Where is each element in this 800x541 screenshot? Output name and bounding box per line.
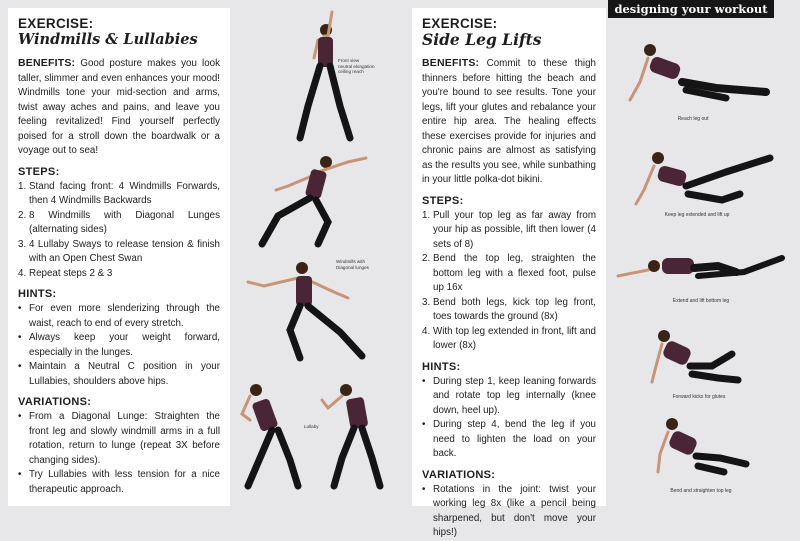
- caption-bend: Bend and straighten top leg: [670, 488, 732, 494]
- list-marker: 2.: [18, 209, 27, 221]
- benefits-text: Good posture makes you look taller, slimmer and even enhances your mood! Windmills tone your mid-section and arms, twist away aches and pains, and leave you feeling revitalized! Find yourself perfectly poised for a stroll down the boardwalk or a voyage out to sea!: [18, 58, 220, 156]
- list-text: Bend the top leg, straighten the bottom leg with a flexed foot, pulse up 16x: [433, 253, 596, 293]
- list-item: [18, 410, 220, 468]
- steps-list: [18, 180, 220, 282]
- list-marker: 3.: [422, 296, 431, 308]
- list-item: [18, 209, 220, 238]
- photo-extend-bottom-leg: [614, 248, 790, 290]
- list-marker: •: [18, 411, 22, 422]
- benefits-paragraph: [422, 56, 596, 188]
- list-item: [422, 296, 596, 325]
- photo-lullaby-1: [234, 380, 314, 490]
- caption-lullaby: Lullaby: [304, 424, 319, 429]
- list-item: [18, 267, 220, 282]
- photo-forward-kicks: [646, 326, 756, 388]
- exercise-label: EXERCISE:: [422, 16, 498, 31]
- exercise-title: Side Leg Lifts: [422, 30, 542, 49]
- windmills-panel: [8, 8, 230, 506]
- variations-heading: VARIATIONS:: [18, 396, 92, 408]
- list-item: [422, 375, 596, 419]
- hints-list: [422, 375, 596, 462]
- list-text: With top leg extended in front, lift and lower (8x): [433, 325, 596, 351]
- caption-front-view: Front view neutral elongation ceiling reach: [338, 58, 375, 75]
- list-marker: •: [422, 419, 426, 430]
- list-marker: 4.: [422, 325, 431, 337]
- steps-heading: STEPS:: [18, 165, 60, 178]
- list-text: Rotations in the joint: twist your working leg 8x (like a pencil being sharpened, but don't move your hips!): [433, 483, 596, 538]
- list-text: For even more slenderizing through the waist, reach to end of every stretch.: [29, 303, 220, 329]
- side-leg-panel: [412, 8, 606, 538]
- list-text: Repeat steps 2 & 3: [29, 267, 113, 279]
- list-text: 8 Windmills with Diagonal Lunges (alternating sides): [29, 209, 220, 235]
- benefits-label: BENEFITS:: [18, 57, 76, 69]
- photo-bend-straighten: [650, 414, 760, 478]
- hints-heading: HINTS:: [18, 288, 57, 300]
- exercise-label: EXERCISE:: [18, 16, 94, 31]
- list-text: Pull your top leg as far away from your hip as possible, lift then lower (4 sets of 8): [433, 209, 596, 250]
- photo-reach-leg-out: [626, 38, 776, 108]
- list-marker: •: [18, 332, 22, 343]
- photo-windmill-lunge-2: [244, 258, 374, 362]
- list-text: During step 4, bend the leg if you need to lighten the load on your back.: [433, 419, 596, 459]
- list-item: [18, 302, 220, 331]
- caption-kicks: Forward kicks for glutes: [672, 394, 726, 400]
- list-text: Bend both legs, kick top leg front, toes towards the ground (8x): [433, 296, 596, 322]
- caption-keep: Keep leg extended and lift up: [664, 212, 730, 218]
- exercise-title: Windmills & Lullabies: [18, 31, 198, 48]
- list-marker: •: [18, 361, 22, 372]
- list-marker: •: [422, 483, 426, 495]
- list-item: [422, 325, 596, 354]
- variations-list: [18, 410, 220, 497]
- list-text: Maintain a Neutral C position in your Lullabies, shoulders above hips.: [29, 361, 220, 387]
- photo-keep-leg-extended: [630, 144, 780, 210]
- list-marker: •: [18, 469, 22, 480]
- list-item: [18, 331, 220, 360]
- photo-lullaby-2: [318, 378, 398, 490]
- list-marker: 2.: [422, 253, 431, 264]
- list-item: [18, 180, 220, 209]
- list-marker: 1.: [18, 180, 27, 192]
- list-marker: •: [422, 375, 426, 387]
- list-item: [422, 252, 596, 296]
- list-item: [422, 209, 596, 253]
- section-header: designing your workout: [608, 0, 774, 18]
- list-text: Always keep your weight forward, especially in the lunges.: [29, 332, 220, 358]
- benefits-text: Commit to these thigh thinners before hitting the beach and you're bound to see results. Tone your legs, lift your glutes and rebalance your entire hip area. The healing effects these exercises provide for injuries and chronic pains are almost as satisfying as the results you see, while sunbathing in your little polka-dot bikini.: [422, 58, 596, 185]
- variations-heading: VARIATIONS:: [422, 468, 496, 481]
- caption-extend: Extend and lift bottom leg: [672, 298, 730, 304]
- list-marker: •: [18, 303, 22, 314]
- list-item: [422, 418, 596, 462]
- list-text: During step 1, keep leaning forwards and rotate top leg internally (knee down, heel up).: [433, 375, 596, 416]
- caption-reach: Reach leg out: [677, 116, 709, 122]
- benefits-label: BENEFITS:: [422, 57, 480, 69]
- photo-front-view: [278, 6, 378, 146]
- photo-windmill-lunge-1: [248, 148, 368, 248]
- steps-list: [422, 209, 596, 354]
- hints-heading: HINTS:: [422, 360, 461, 373]
- list-item: [18, 238, 220, 267]
- list-item: [18, 360, 220, 389]
- benefits-paragraph: [18, 56, 220, 159]
- list-item: [422, 483, 596, 541]
- list-text: 4 Lullaby Sways to release tension & finish with an Open Chest Swan: [29, 238, 220, 264]
- variations-list: [422, 483, 596, 541]
- list-text: Stand facing front: 4 Windmills Forwards, then 4 Windmills Backwards: [29, 180, 220, 206]
- hints-list: [18, 302, 220, 389]
- list-marker: 4.: [18, 267, 27, 279]
- caption-lunges: Windmills with Diagonal lunges: [336, 259, 369, 270]
- steps-heading: STEPS:: [422, 194, 464, 207]
- list-text: Try Lullabies with less tension for a nice therapeutic approach.: [29, 469, 220, 495]
- list-marker: 3.: [18, 238, 27, 250]
- list-marker: 1.: [422, 209, 431, 221]
- list-text: From a Diagonal Lunge: Straighten the front leg and slowly windmill arms in a full rotation, return to lunge (repeat 3X before changing sides).: [29, 411, 220, 466]
- list-item: [18, 468, 220, 497]
